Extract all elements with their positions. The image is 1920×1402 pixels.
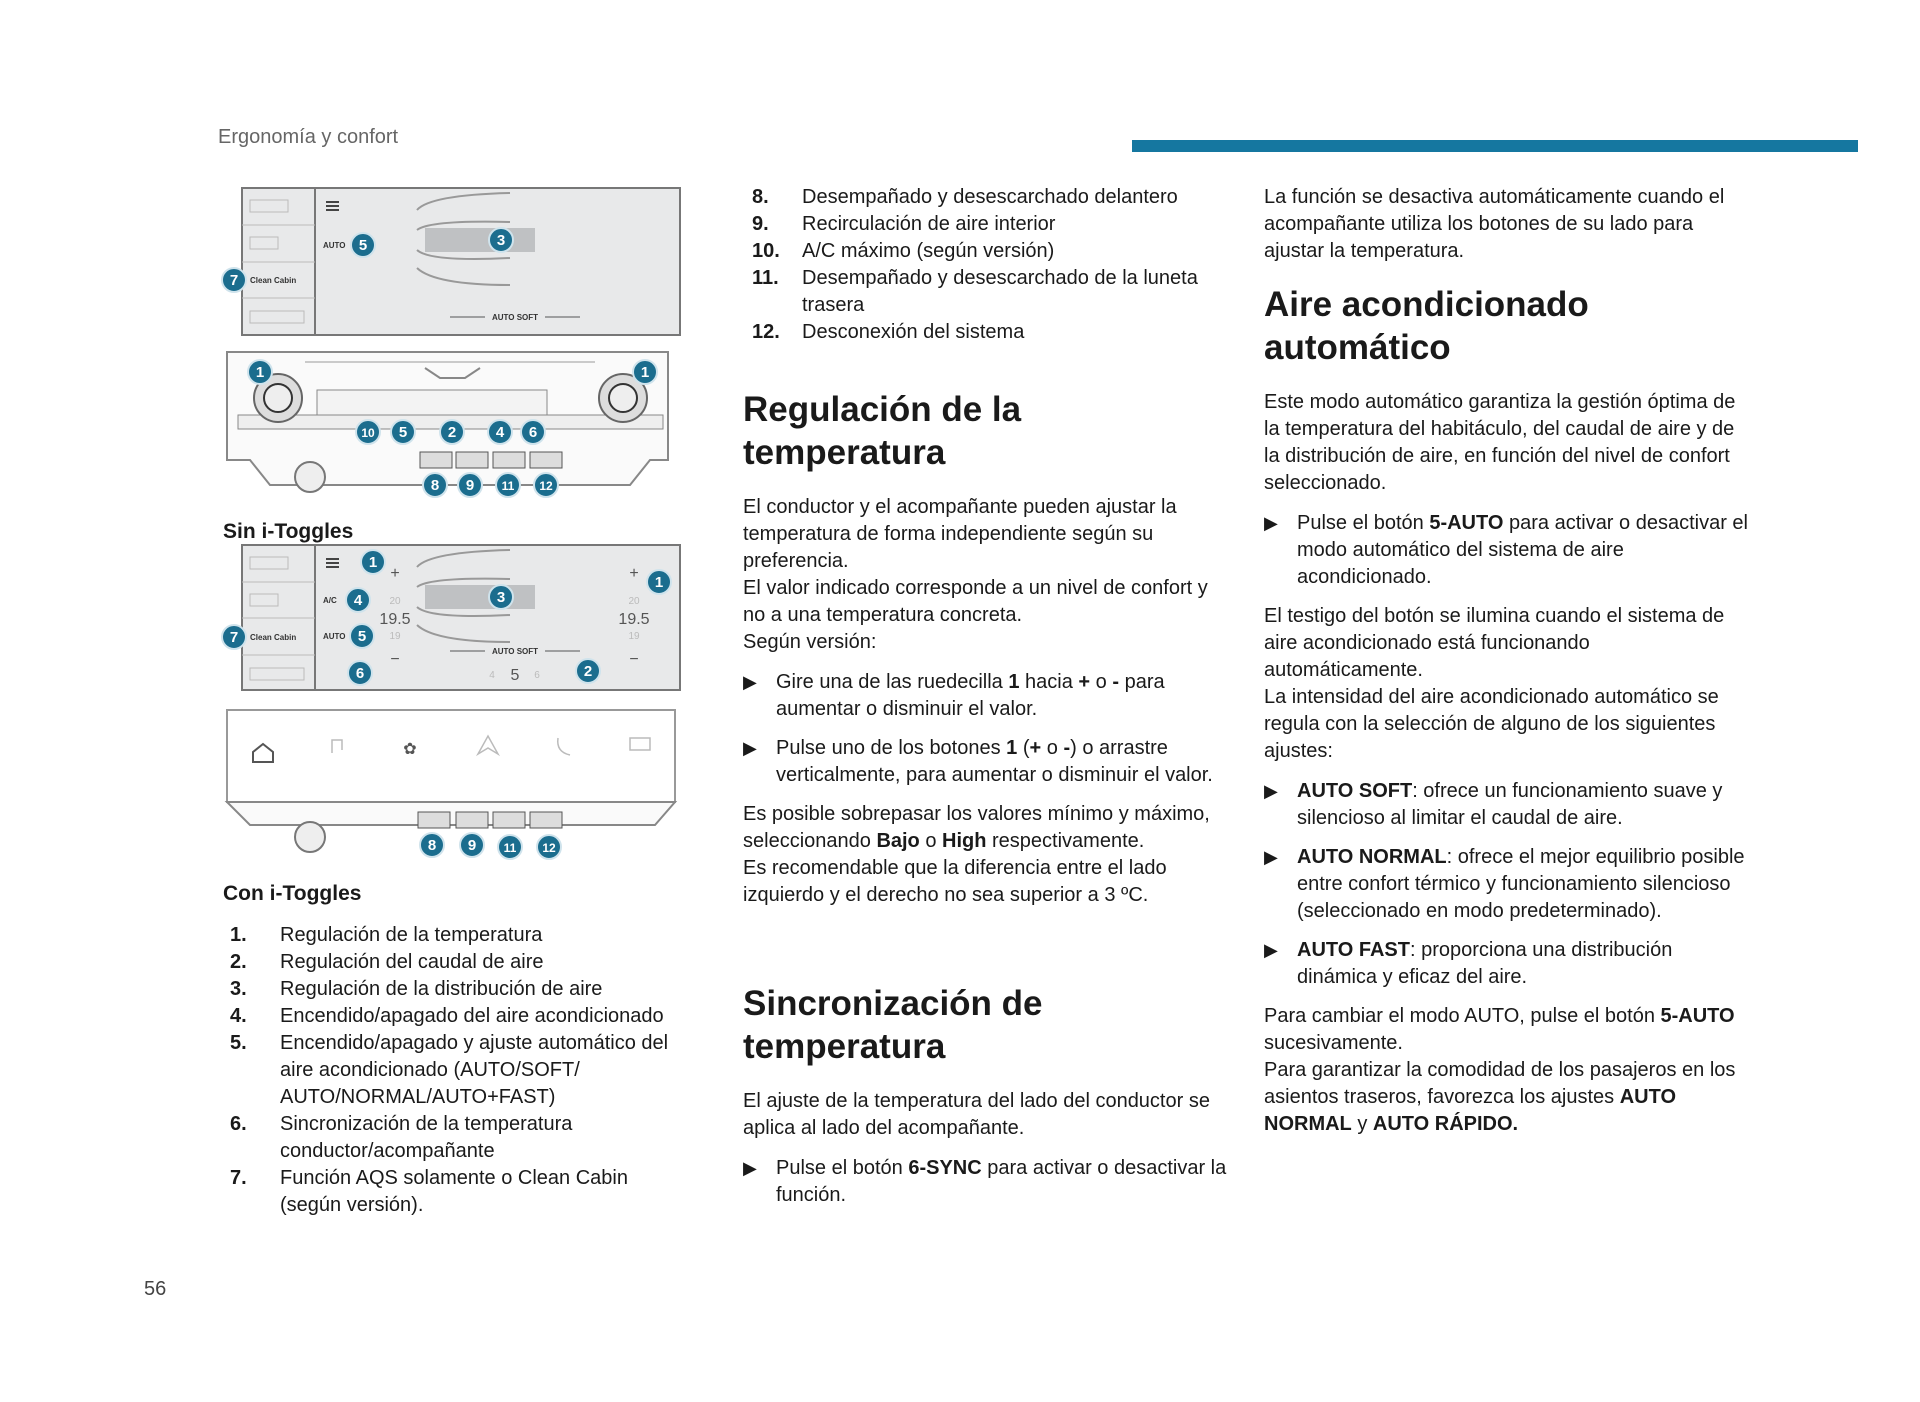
plus-label: + [629, 565, 639, 582]
minus-label: − [390, 651, 400, 668]
legend-number: 9. [752, 213, 769, 235]
text-run: + [1078, 671, 1091, 693]
callout-4 [346, 588, 370, 612]
text-run: o [1090, 671, 1113, 693]
legend-text: Encendido/apagado del aire acondicionado [280, 1005, 664, 1027]
svg-text:4: 4 [353, 592, 363, 609]
diagram2-caption: Con i-Toggles [223, 882, 362, 905]
callout-2 [576, 659, 600, 683]
legend-text: A/C máximo (según versión) [802, 240, 1055, 262]
svg-text:3: 3 [496, 589, 506, 606]
svg-text:12: 12 [542, 841, 556, 855]
legend-item [752, 238, 1202, 265]
text-run: Este modo automático garantiza la gestión óptima de la temperatura del habitáculo, del caudal de aire y de la distribución de aire, en función del nivel de confort seleccionado. [1264, 391, 1736, 494]
bullet-item [1264, 510, 1754, 591]
legend-number: 2. [230, 951, 247, 973]
callout-5 [351, 233, 375, 257]
callout-9 [460, 833, 484, 857]
text-run: Para cambiar el modo AUTO, pulse el botón [1264, 1005, 1661, 1027]
text-run: 5-AUTO [1660, 1005, 1735, 1027]
svg-text:11: 11 [503, 841, 517, 855]
text-run: o [1041, 737, 1064, 759]
diagram-without-itoggles [210, 180, 700, 510]
svg-text:7: 7 [229, 272, 239, 289]
svg-text:6: 6 [528, 424, 538, 441]
legend-number: 10. [752, 240, 780, 262]
temp-down-label: 19 [389, 631, 401, 642]
callout-1 [633, 360, 657, 384]
legend-number: 7. [230, 1167, 247, 1189]
callout-3 [489, 585, 513, 609]
svg-text:5: 5 [357, 628, 367, 645]
clean-cabin-label: Clean Cabin [250, 633, 297, 642]
text-run: Es posible sobrepasar los valores mínimo y máximo, seleccionando [743, 803, 1210, 852]
text-run: Pulse uno de los botones [776, 737, 1007, 759]
header-accent-bar [1132, 140, 1858, 152]
svg-text:6: 6 [355, 665, 365, 682]
callout-8 [423, 473, 447, 497]
text-run: para aumentar o disminuir el valor. [776, 671, 1165, 720]
legend-item [230, 922, 690, 949]
temp-up-label: 20 [628, 596, 640, 607]
callout-8 [420, 833, 444, 857]
text-run: Para garantizar la comodidad de los pasajeros en los asientos traseros, favorezca los ajustes [1264, 1059, 1736, 1108]
text-run: High [942, 830, 987, 852]
callout-7 [222, 268, 246, 292]
temp-label: 19.5 [618, 611, 650, 628]
legend-item [230, 976, 690, 1003]
text-run: respectivamente. [986, 830, 1145, 852]
bullet-item [1264, 937, 1754, 991]
callout-3 [489, 228, 513, 252]
sync-continued [1264, 184, 1754, 278]
bullet-triangle-icon: ▶ [743, 738, 757, 758]
climate-icon: ✿ [403, 741, 417, 758]
legend-list-continued [752, 184, 1202, 346]
legend-number: 11. [752, 267, 779, 289]
legend-item [230, 1165, 690, 1219]
bullet-triangle-icon: ▶ [1264, 781, 1278, 801]
diagram-with-itoggles [210, 540, 700, 870]
legend-number: 3. [230, 978, 247, 1000]
temp-section [743, 388, 1233, 922]
text-run: y [1351, 1113, 1373, 1135]
callout-11 [496, 473, 520, 497]
paragraph [743, 1088, 1233, 1142]
text-run: Pulse el botón [776, 1157, 909, 1179]
callout-7 [222, 625, 246, 649]
fan-label: 5 [510, 667, 520, 684]
callout-1 [361, 550, 385, 574]
text-run: hacia [1019, 671, 1079, 693]
section-header: Ergonomía y confort [218, 126, 399, 148]
text-run: AUTO SOFT [1297, 780, 1413, 802]
legend-text: Regulación de la distribución de aire [280, 978, 603, 1000]
callout-11 [498, 835, 522, 859]
svg-text:5: 5 [398, 424, 408, 441]
text-run: El valor indicado corresponde a un nivel de confort y no a una temperatura concreta. [743, 577, 1208, 626]
fan-low-label: 4 [489, 670, 495, 681]
text-run: AUTO NORMAL [1297, 846, 1447, 868]
text-run: AUTO FAST [1297, 939, 1410, 961]
text-run: AUTO NORMAL [1264, 1086, 1677, 1135]
auto-section [1264, 283, 1764, 1151]
callout-5 [391, 420, 415, 444]
text-run: El ajuste de la temperatura del lado del conductor se aplica al lado del acompañante. [743, 1090, 1210, 1139]
temp-label: 19.5 [379, 611, 411, 628]
svg-text:7: 7 [229, 629, 239, 646]
legend-number: 5. [230, 1032, 247, 1054]
text-run: Bajo [876, 830, 920, 852]
paragraph [1264, 184, 1754, 265]
svg-text:8: 8 [430, 477, 440, 494]
text-run: para activar o desactivar la función. [776, 1157, 1227, 1206]
callout-12 [534, 473, 558, 497]
text-run: para activar o desactivar el modo automático del sistema de aire acondicionado. [1297, 512, 1748, 588]
diagram1-caption: Sin i-Toggles [223, 520, 354, 543]
callout-4 [488, 420, 512, 444]
legend-text: Sincronización de la temperatura conductor/acompañante [280, 1113, 573, 1162]
svg-text:1: 1 [255, 364, 265, 381]
auto-soft-label: AUTO SOFT [491, 313, 539, 322]
svg-text:11: 11 [501, 479, 515, 493]
svg-text:9: 9 [465, 477, 475, 494]
legend-item [230, 1003, 690, 1030]
text-run: o [919, 830, 943, 852]
text-run: Según versión: [743, 631, 877, 653]
callout-10 [356, 420, 380, 444]
callout-6 [521, 420, 545, 444]
auto-label: AUTO [323, 632, 346, 641]
temp-up-label: 20 [389, 596, 401, 607]
text-run: 1 [1008, 671, 1020, 693]
bullet-triangle-icon: ▶ [1264, 847, 1278, 867]
legend-item [230, 1030, 690, 1111]
ac-label: A/C [323, 596, 337, 605]
fan-high-label: 6 [534, 670, 540, 681]
bullet-triangle-icon: ▶ [1264, 513, 1278, 533]
text-run: 1 [1006, 737, 1018, 759]
bullet-triangle-icon: ▶ [743, 1158, 757, 1178]
sync-section-title: Sincronización de temperatura [743, 984, 1043, 1066]
legend-number: 12. [752, 321, 780, 343]
temp-section-title: Regulación de la temperatura [743, 390, 1022, 472]
legend-text: Desempañado y desescarchado delantero [802, 186, 1178, 208]
page-number: 56 [144, 1278, 167, 1300]
auto-soft-label: AUTO SOFT [491, 647, 539, 656]
callout-5 [350, 624, 374, 648]
text-run: - [1112, 671, 1120, 693]
auto-label: AUTO [323, 241, 346, 250]
legend-text: Recirculación de aire interior [802, 213, 1056, 235]
svg-text:4: 4 [495, 424, 505, 441]
bullet-item [1264, 844, 1754, 925]
legend-text: Desempañado y desescarchado de la luneta trasera [802, 267, 1198, 316]
text-run: AUTO RÁPIDO. [1372, 1113, 1519, 1135]
bullet-triangle-icon: ▶ [743, 672, 757, 692]
paragraph [1264, 389, 1754, 497]
bullet-triangle-icon: ▶ [1264, 940, 1278, 960]
legend-number: 6. [230, 1113, 247, 1135]
callout-6 [348, 661, 372, 685]
legend-number: 1. [230, 924, 247, 946]
paragraph [743, 494, 1233, 656]
svg-text:9: 9 [467, 837, 477, 854]
minus-label: − [629, 651, 639, 668]
text-run: : ofrece un funcionamiento suave y silencioso al limitar el caudal de aire. [1297, 780, 1723, 829]
callout-2 [440, 420, 464, 444]
text-run: El testigo del botón se ilumina cuando el sistema de aire acondicionado está funcionando automáticamente. [1264, 605, 1725, 681]
text-run: Gire una de las ruedecilla [776, 671, 1009, 693]
svg-text:1: 1 [368, 554, 378, 571]
callout-12 [537, 835, 561, 859]
svg-text:8: 8 [427, 837, 437, 854]
svg-text:10: 10 [361, 426, 375, 440]
bullet-item [743, 735, 1233, 789]
legend-text: Desconexión del sistema [802, 321, 1025, 343]
text-run: sucesivamente. [1264, 1032, 1403, 1054]
svg-text:5: 5 [358, 237, 368, 254]
paragraph [1264, 603, 1754, 765]
legend-list [230, 922, 690, 1219]
text-run: El conductor y el acompañante pueden ajustar la temperatura de forma independiente según su preferencia. [743, 496, 1177, 572]
svg-text:2: 2 [583, 663, 593, 680]
callout-9 [458, 473, 482, 497]
legend-item [752, 211, 1202, 238]
text-run: Es recomendable que la diferencia entre el lado izquierdo y el derecho no sea superior a 3 ºC. [743, 857, 1167, 906]
text-run: + [1029, 737, 1042, 759]
sync-section [743, 982, 1233, 1221]
svg-text:1: 1 [654, 574, 664, 591]
text-run: : proporciona una distribución dinámica y eficaz del aire. [1297, 939, 1673, 988]
paragraph [743, 801, 1233, 909]
text-run: ) o arrastre verticalmente, para aumentar o disminuir el valor. [776, 737, 1213, 786]
legend-item [752, 184, 1202, 211]
legend-text: Función AQS solamente o Clean Cabin (según versión). [280, 1167, 628, 1216]
bullet-item [743, 1155, 1233, 1209]
legend-item [752, 319, 1202, 346]
text-run: 6-SYNC [908, 1157, 982, 1179]
legend-text: Encendido/apagado y ajuste automático del aire acondicionado (AUTO/SOFT/ AUTO/NORMAL/AUTO+FAST) [280, 1032, 669, 1108]
legend-text: Regulación del caudal de aire [280, 951, 544, 973]
callout-1 [647, 570, 671, 594]
bullet-item [1264, 778, 1754, 832]
svg-text:1: 1 [640, 364, 650, 381]
legend-number: 4. [230, 1005, 247, 1027]
text-run: La intensidad del aire acondicionado automático se regula con la selección de alguno de los siguientes ajustes: [1264, 686, 1719, 762]
text-run: 5-AUTO [1429, 512, 1504, 534]
legend-item [230, 1111, 690, 1165]
text-run: ( [1017, 737, 1030, 759]
text-run: Pulse el botón [1297, 512, 1430, 534]
clean-cabin-label: Clean Cabin [250, 276, 297, 285]
svg-text:3: 3 [496, 232, 506, 249]
bullet-item [743, 669, 1233, 723]
legend-text: Regulación de la temperatura [280, 924, 543, 946]
text-run: : ofrece el mejor equilibrio posible entre confort térmico y funcionamiento silencioso (seleccionado en modo predeterminado). [1297, 846, 1745, 922]
auto-section-title: Aire acondicionado automático [1264, 285, 1589, 367]
svg-text:2: 2 [447, 424, 457, 441]
callout-1 [248, 360, 272, 384]
svg-text:12: 12 [539, 479, 553, 493]
text-run: - [1063, 737, 1071, 759]
legend-item [230, 949, 690, 976]
legend-number: 8. [752, 186, 769, 208]
paragraph [1264, 1003, 1754, 1138]
plus-label: + [390, 565, 400, 582]
legend-item [752, 265, 1202, 319]
text-run: La función se desactiva automáticamente cuando el acompañante utiliza los botones de su lado para ajustar la temperatura. [1264, 186, 1725, 262]
temp-down-label: 19 [628, 631, 640, 642]
